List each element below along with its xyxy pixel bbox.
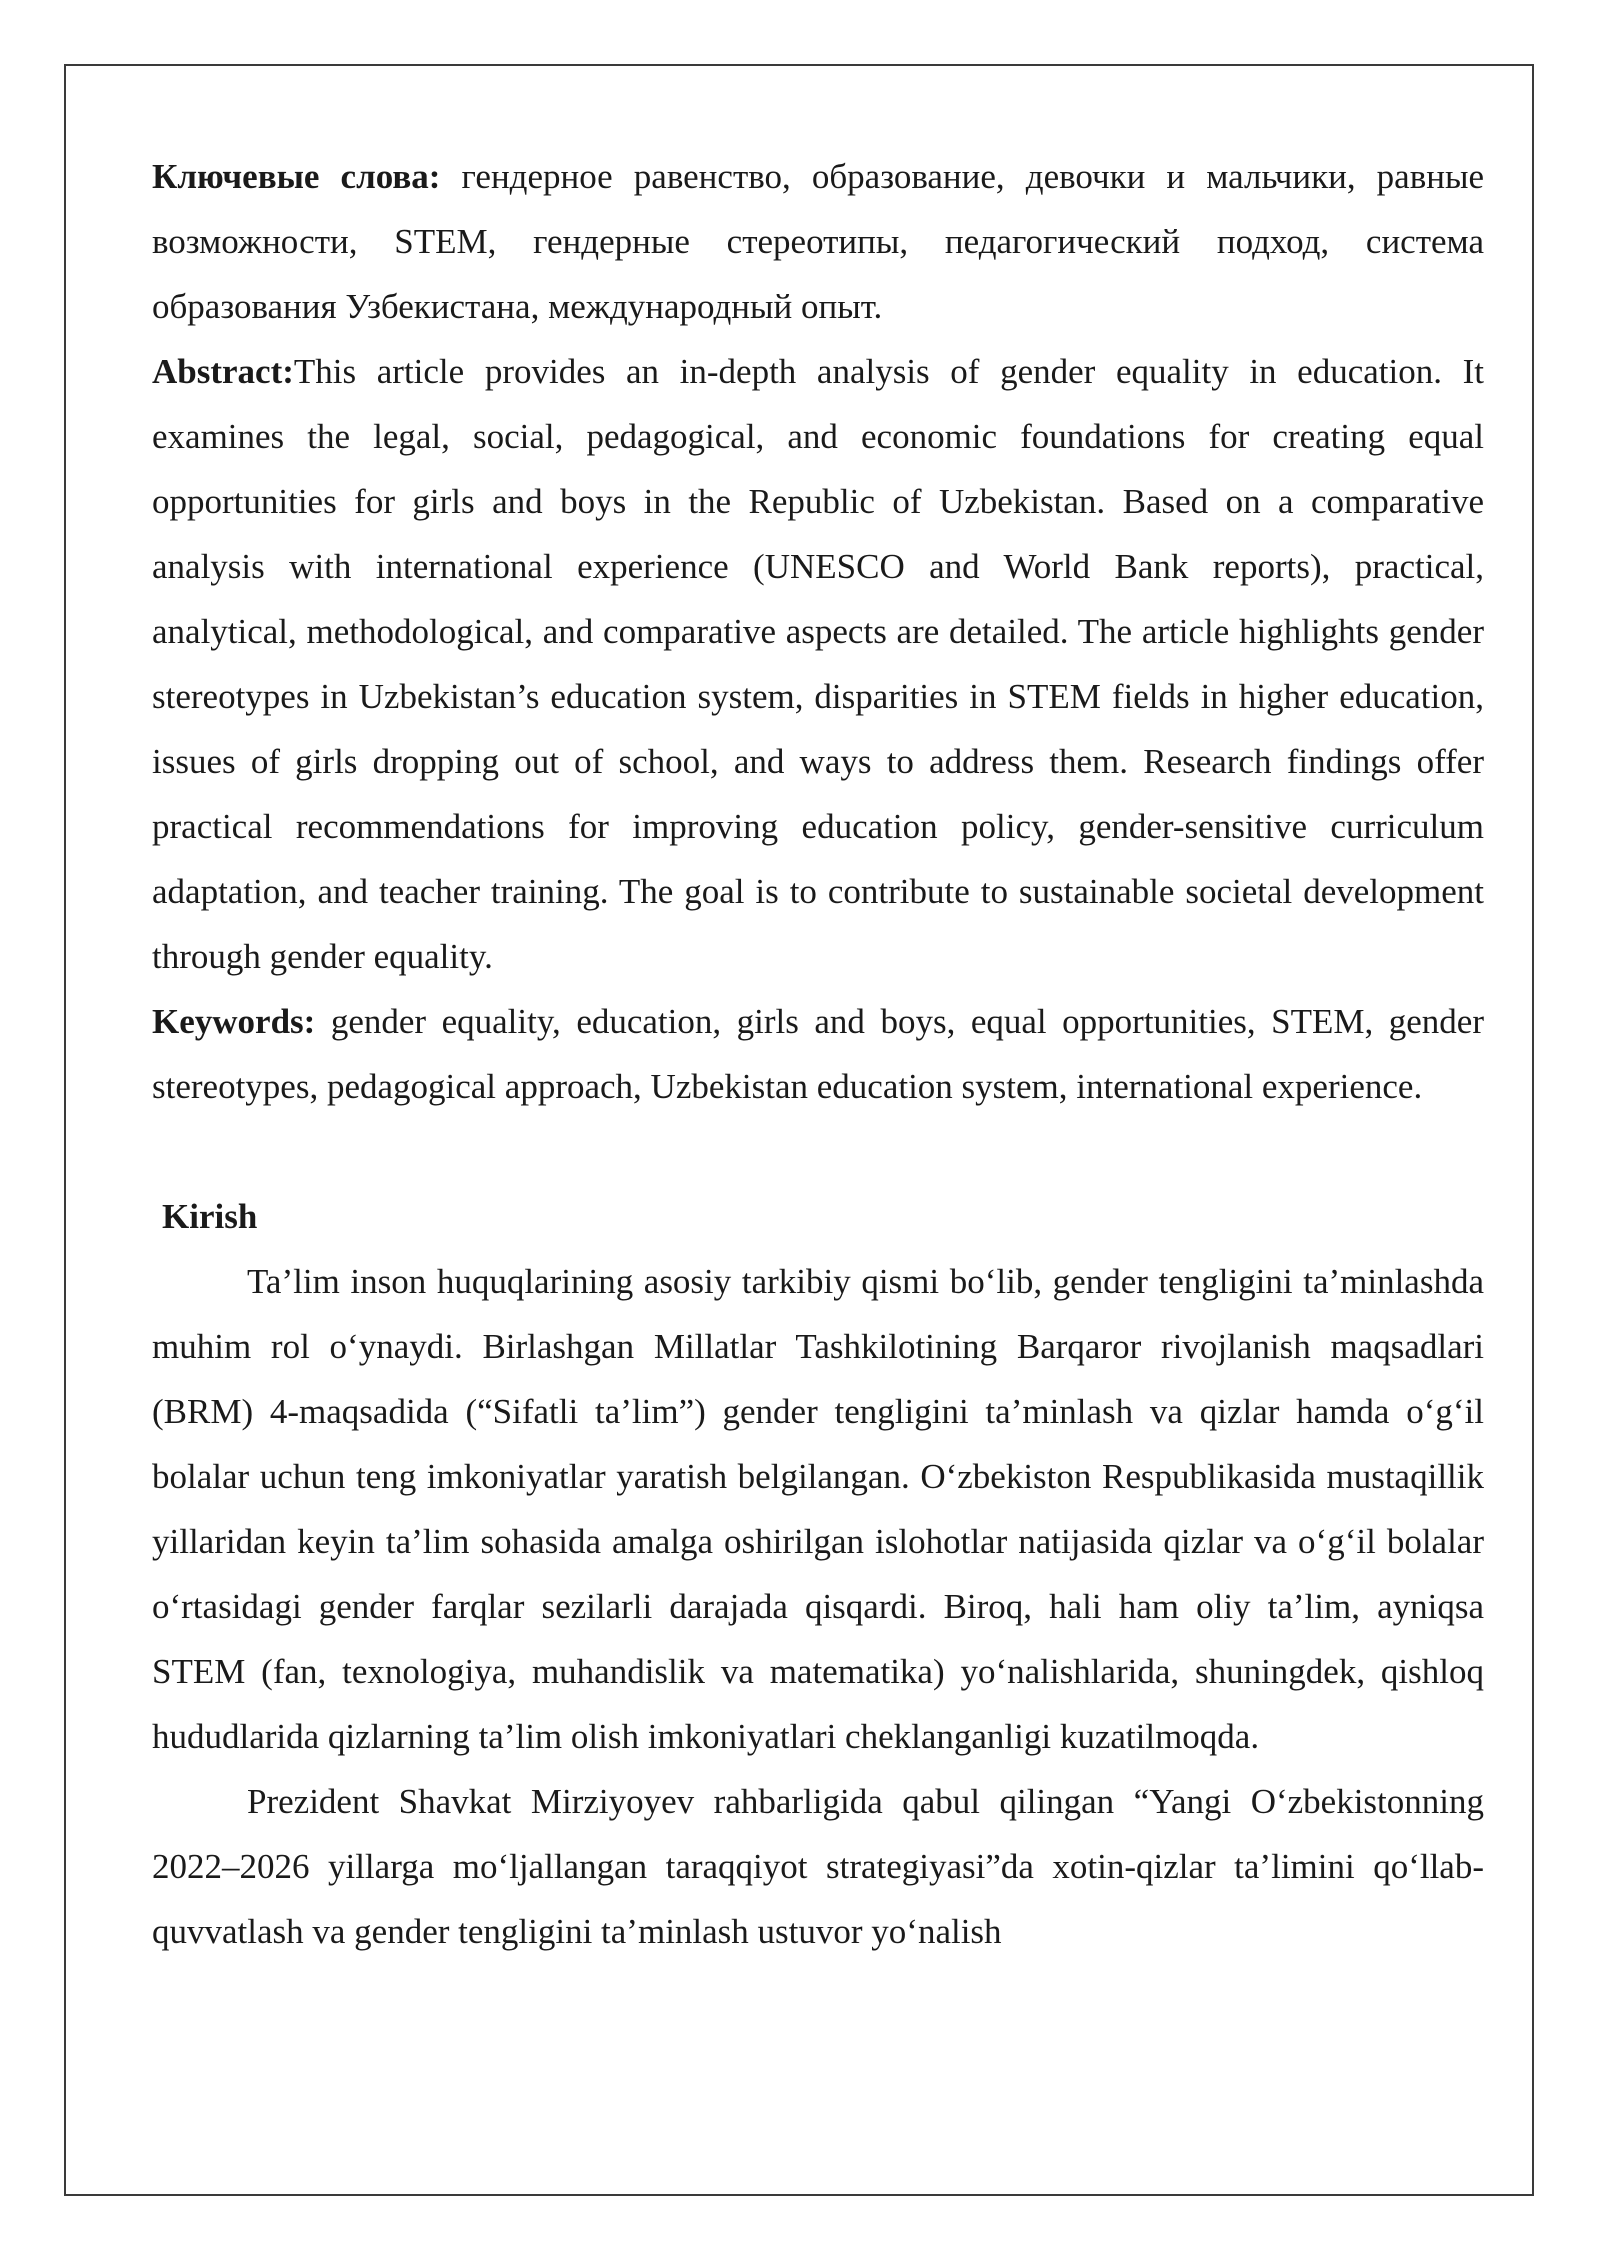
- ru-keywords-label: Ключевые слова:: [152, 157, 441, 196]
- abstract-paragraph: [152, 339, 1484, 989]
- body-paragraph-2: Prezident Shavkat Mirziyoyev rahbarligida qabul qilingan “Yangi O‘zbekistonning 2022–2026 yillarga mo‘ljallangan taraqqiyot strategiyasi”da xotin-qizlar ta’limini qo‘llab-quvvatlash va gender tengligini ta’minlash ustuvor yo‘nalish: [152, 1782, 1484, 1951]
- body-paragraph-1: Ta’lim inson huquqlarining asosiy tarkibiy qismi bo‘lib, gender tengligini ta’minlashda muhim rol o‘ynaydi. Birlashgan Millatlar Tashkilotining Barqaror rivojlanish maqsadlari (BRM) 4-maqsadida (“Sifatli ta’lim”) gender tengligini ta’minlash va qizlar hamda o‘g‘il bolalar uchun teng imkoniyatlar yaratish belgilangan. O‘zbekiston Respublikasida mustaqillik yillaridan keyin ta’lim sohasida amalga oshirilgan islohotlar natijasida qizlar va o‘g‘il bolalar o‘rtasidagi gender farqlar sezilarli darajada qisqardi. Biroq, hali ham oliy ta’lim, ayniqsa STEM (fan, texnologiya, muhandislik va matematika) yo‘nalishlarida, shuningdek, qishloq hududlarida qizlarning ta’lim olish imkoniyatlari cheklanganligi kuzatilmoqda.: [152, 1262, 1484, 1756]
- en-keywords-paragraph: [152, 989, 1484, 1119]
- en-keywords-label: Keywords:: [152, 1002, 316, 1041]
- abstract-text: This article provides an in-depth analysis of gender equality in education. It examines the legal, social, pedagogical, and economic foundations for creating equal opportunities for girls and boys in the Republic of Uzbekistan. Based on a comparative analysis with international experience (UNESCO and World Bank reports), practical, analytical, methodological, and comparative aspects are detailed. The article highlights gender stereotypes in Uzbekistan’s education system, disparities in STEM fields in higher education, issues of girls dropping out of school, and ways to address them. Research findings offer practical recommendations for improving education policy, gender-sensitive curriculum adaptation, and teacher training. The goal is to contribute to sustainable societal development through gender equality.: [152, 352, 1484, 976]
- section-heading: Kirish: [162, 1197, 258, 1236]
- document-body: [152, 144, 1484, 1964]
- ru-keywords-text: гендерное равенство, образование, девочки и мальчики, равные возможности, STEM, гендерные стереотипы, педагогический подход, система образования Узбекистана, международный опыт.: [152, 157, 1485, 326]
- spacer: [152, 1119, 1484, 1184]
- abstract-label: Abstract:: [152, 352, 294, 391]
- ru-keywords-paragraph: [152, 144, 1484, 339]
- en-keywords-text: gender equality, education, girls and boys, equal opportunities, STEM, gender stereotypes, pedagogical approach, Uzbekistan education system, international experience.: [152, 1002, 1484, 1106]
